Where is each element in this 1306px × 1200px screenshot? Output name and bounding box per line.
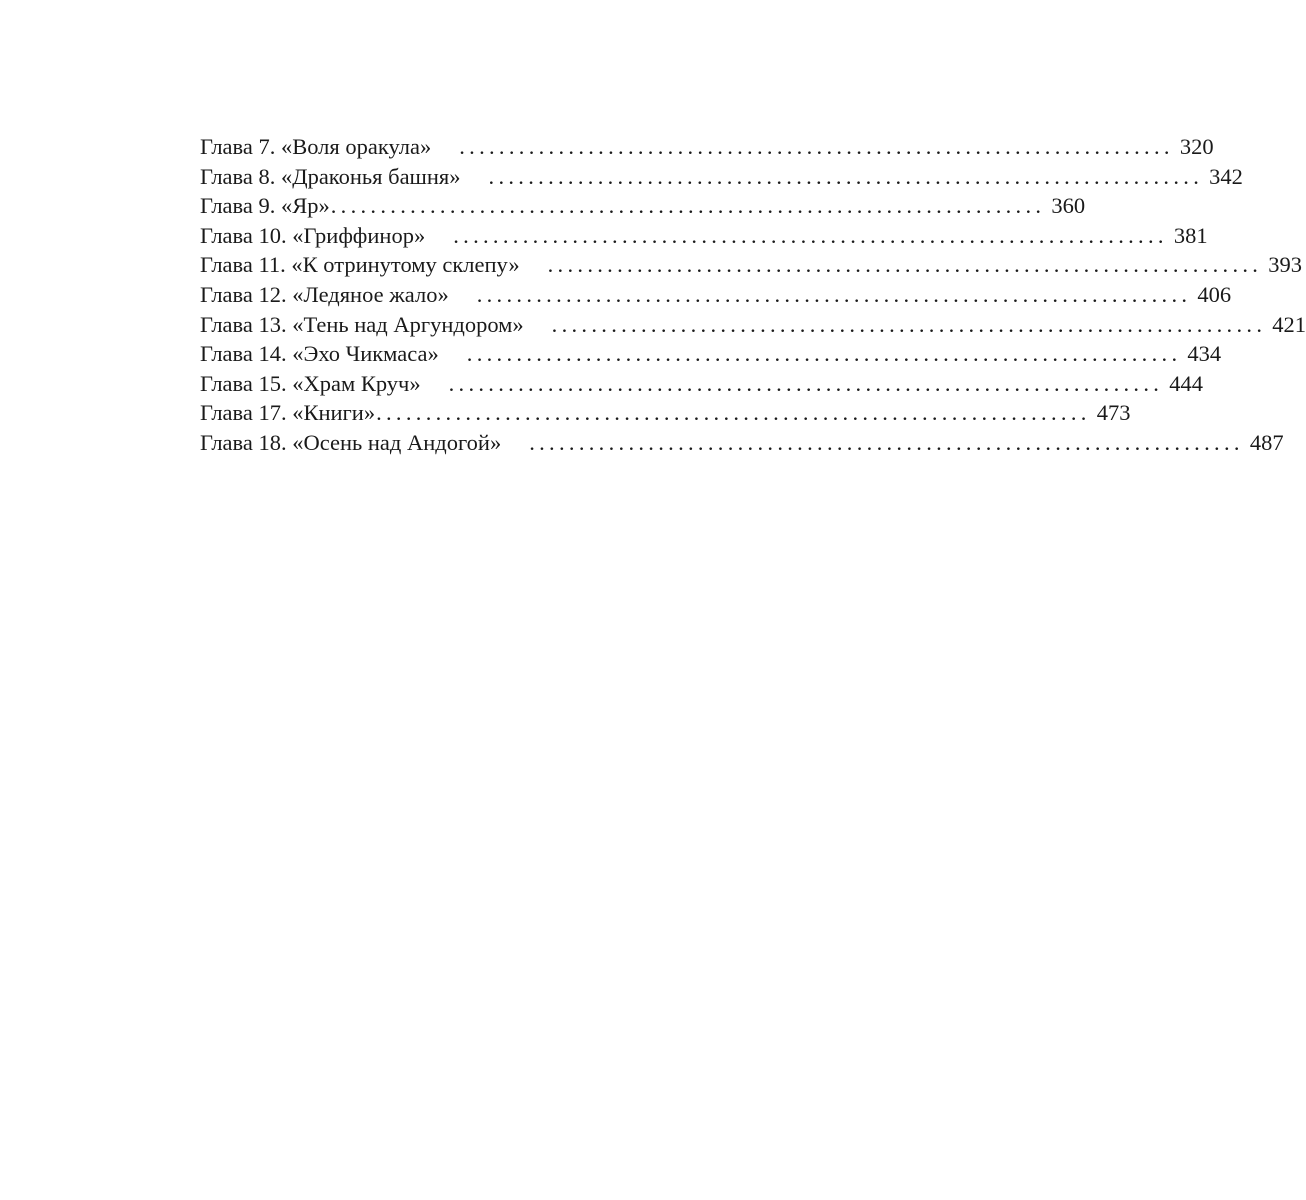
toc-entry bbox=[200, 310, 1306, 340]
toc-entry bbox=[200, 280, 1232, 310]
toc-entry-page: 473 bbox=[1096, 400, 1131, 426]
dot-leader: ........................................................................ bbox=[488, 163, 1204, 189]
dot-leader: ........................................................................ bbox=[529, 429, 1244, 455]
toc-entry-title: Глава 15. «Храм Круч» bbox=[200, 370, 421, 396]
toc-entry bbox=[200, 191, 1086, 221]
toc-entry-title: Глава 7. «Воля оракула» bbox=[200, 134, 432, 159]
toc-entry-page: 421 bbox=[1272, 311, 1306, 337]
dot-leader: ........................................................................ bbox=[459, 134, 1174, 159]
dot-leader: ........................................................................ bbox=[547, 252, 1263, 278]
toc-entry-title: Глава 8. «Драконья башня» bbox=[200, 163, 461, 189]
toc-entry-title: Глава 17. «Книги» bbox=[200, 400, 376, 426]
toc-entry bbox=[200, 428, 1284, 458]
toc-entry-title: Глава 11. «К отринутому склепу» bbox=[200, 252, 520, 278]
toc-entry bbox=[200, 369, 1203, 399]
table-of-contents bbox=[200, 132, 1306, 458]
toc-entry-title: Глава 12. «Ледяное жало» bbox=[200, 281, 449, 307]
toc-entry-title: Глава 10. «Гриффинор» bbox=[200, 222, 426, 248]
toc-entry-page: 434 bbox=[1187, 341, 1222, 367]
toc-entry-page: 444 bbox=[1169, 370, 1203, 396]
dot-leader: ........................................................................ bbox=[551, 311, 1267, 337]
toc-entry-page: 320 bbox=[1179, 134, 1214, 159]
dot-leader: ........................................................................ bbox=[466, 341, 1182, 367]
dot-leader: ........................................................................ bbox=[476, 281, 1192, 307]
dot-leader: ........................................................................ bbox=[330, 193, 1046, 219]
toc-entry-page: 360 bbox=[1051, 193, 1086, 219]
toc-entry-page: 487 bbox=[1249, 429, 1284, 455]
toc-entry bbox=[200, 250, 1302, 280]
dot-leader: ........................................................................ bbox=[453, 222, 1168, 248]
toc-entry-page: 342 bbox=[1209, 163, 1243, 189]
dot-leader: ........................................................................ bbox=[376, 400, 1091, 426]
dot-leader: ........................................................................ bbox=[448, 370, 1164, 396]
toc-entry bbox=[200, 132, 1214, 162]
toc-entry-title: Глава 18. «Осень над Андогой» bbox=[200, 429, 502, 455]
toc-entry-page: 393 bbox=[1268, 252, 1302, 278]
toc-entry bbox=[200, 398, 1131, 428]
toc-entry-title: Глава 14. «Эхо Чикмаса» bbox=[200, 341, 439, 367]
toc-entry-title: Глава 13. «Тень над Аргундором» bbox=[200, 311, 524, 337]
toc-entry-title: Глава 9. «Яр» bbox=[200, 193, 330, 219]
toc-entry bbox=[200, 162, 1243, 192]
toc-entry-page: 381 bbox=[1173, 222, 1208, 248]
toc-entry bbox=[200, 339, 1222, 369]
toc-entry-page: 406 bbox=[1197, 281, 1232, 307]
toc-entry bbox=[200, 221, 1208, 251]
